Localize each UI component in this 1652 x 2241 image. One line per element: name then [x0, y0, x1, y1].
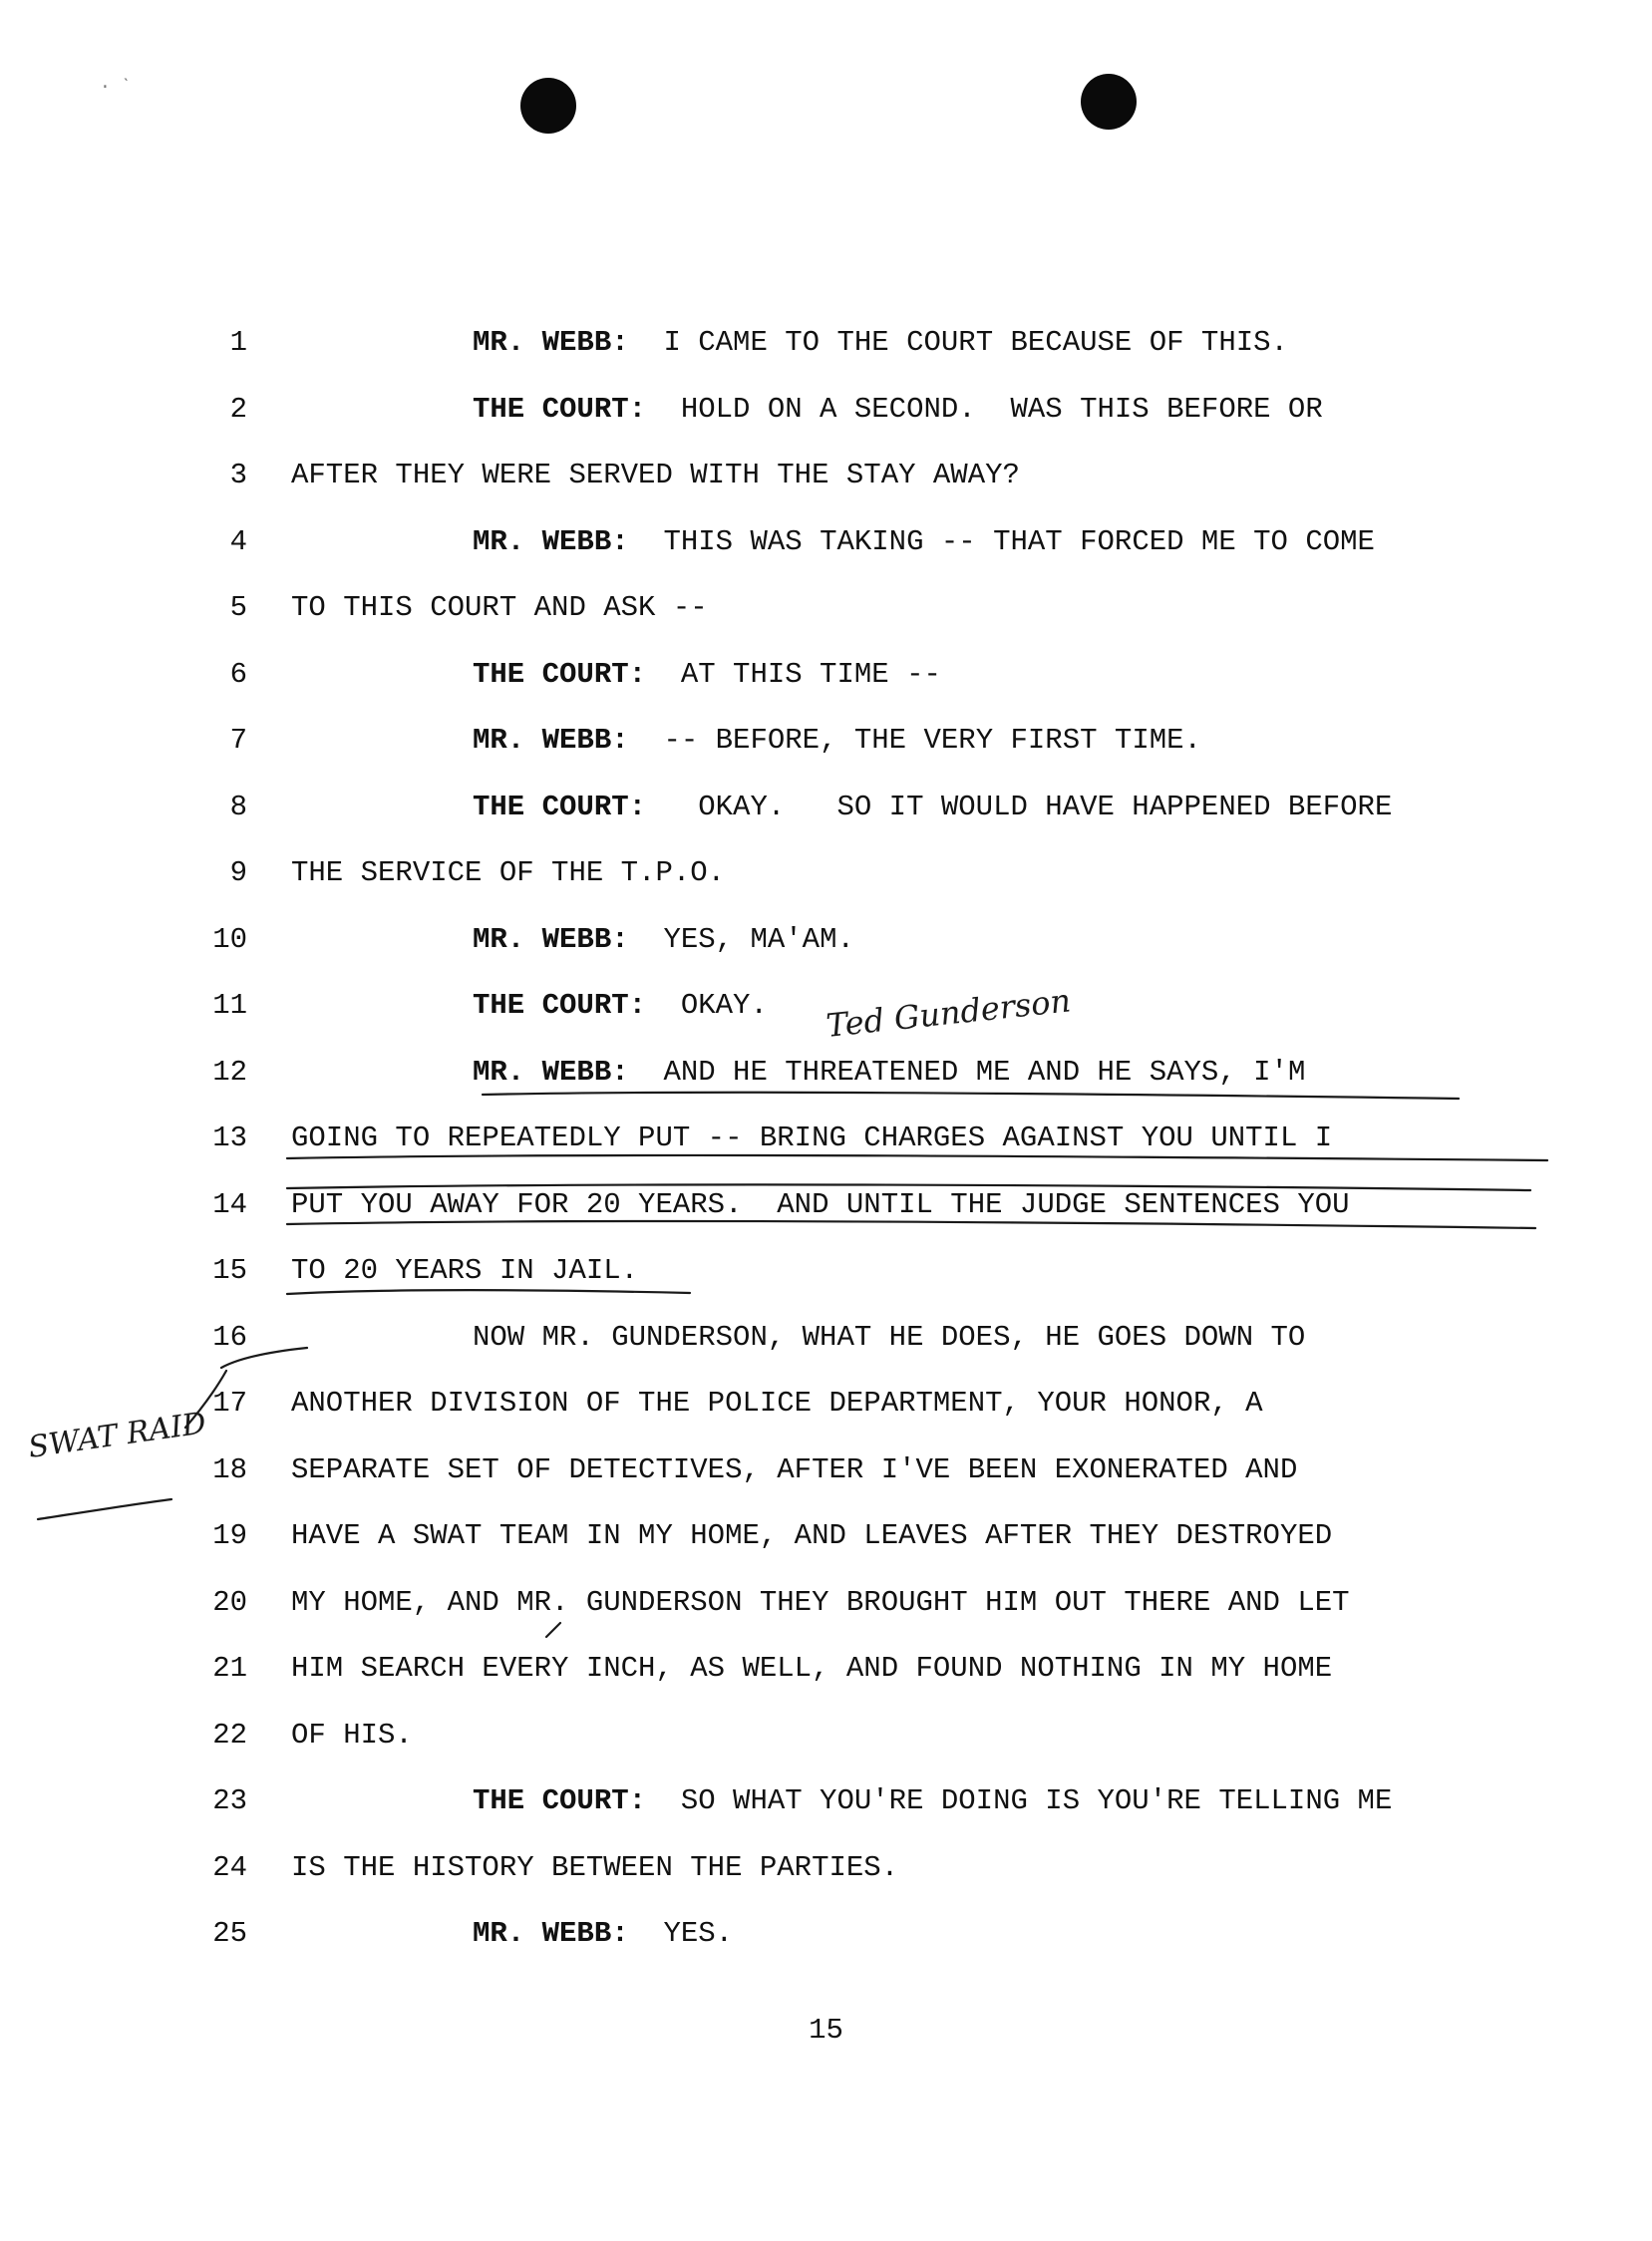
transcript-line — [0, 1649, 1652, 1689]
line-text — [291, 853, 725, 893]
transcript-line — [0, 1450, 1652, 1490]
transcript-line — [0, 456, 1652, 495]
spoken-text: TO THIS COURT AND ASK -- — [291, 591, 708, 624]
line-text — [291, 588, 708, 628]
line-number: 15 — [212, 1254, 247, 1287]
spoken-text: HAVE A SWAT TEAM IN MY HOME, AND LEAVES AFTER THEY DESTROYED — [291, 1519, 1333, 1552]
line-number: 8 — [229, 790, 247, 823]
line-text — [473, 655, 941, 695]
transcript-line — [0, 986, 1652, 1026]
transcript-line — [0, 588, 1652, 628]
transcript-line — [0, 920, 1652, 960]
spoken-text: I CAME TO THE COURT BECAUSE OF THIS. — [628, 326, 1288, 359]
transcript-line — [0, 788, 1652, 827]
spoken-text: HIM SEARCH EVERY INCH, AS WELL, AND FOUND NOTHING IN MY HOME — [291, 1652, 1333, 1685]
speaker-label: MR. WEBB: — [473, 524, 629, 558]
line-number: 22 — [212, 1718, 247, 1752]
transcript-line — [0, 1251, 1652, 1291]
transcript-line — [0, 1781, 1652, 1821]
spoken-text: AFTER THEY WERE SERVED WITH THE STAY AWAY? — [291, 459, 1020, 491]
spoken-text: AND HE THREATENED ME AND HE SAYS, I'M — [628, 1055, 1306, 1089]
handwritten-margin-note-swat-raid: SWAT RAID — [26, 1406, 208, 1465]
transcript-line — [0, 390, 1652, 430]
line-text — [473, 986, 768, 1026]
spoken-text: AT THIS TIME -- — [646, 657, 941, 691]
line-text — [291, 1848, 898, 1888]
line-number: 16 — [212, 1320, 247, 1354]
speaker-label: MR. WEBB: — [473, 922, 629, 956]
punch-hole-left — [520, 78, 576, 134]
speaker-label: MR. WEBB: — [473, 1917, 629, 1950]
spoken-text: ANOTHER DIVISION OF THE POLICE DEPARTMENT, YOUR HONOR, A — [291, 1387, 1263, 1420]
line-text — [473, 1914, 733, 1954]
line-text — [291, 1185, 1350, 1225]
transcript-line — [0, 323, 1652, 363]
line-text — [473, 522, 1375, 562]
line-text — [473, 721, 1201, 761]
line-text — [291, 456, 1020, 495]
transcript-line — [0, 1185, 1652, 1225]
line-text — [291, 1583, 1350, 1623]
line-number: 12 — [212, 1055, 247, 1089]
line-text — [291, 1716, 413, 1756]
spoken-text: OF HIS. — [291, 1718, 413, 1752]
transcript-line — [0, 721, 1652, 761]
transcript-line — [0, 853, 1652, 893]
line-number: 6 — [229, 657, 247, 691]
line-text — [473, 788, 1392, 827]
spoken-text: SEPARATE SET OF DETECTIVES, AFTER I'VE BEEN EXONERATED AND — [291, 1452, 1298, 1486]
punch-hole-right — [1081, 74, 1137, 130]
line-text — [291, 1384, 1263, 1424]
transcript-line — [0, 1716, 1652, 1756]
line-text — [473, 323, 1288, 363]
line-number: 9 — [229, 856, 247, 889]
line-text — [291, 1251, 638, 1291]
transcript-line — [0, 1119, 1652, 1158]
line-number: 19 — [212, 1519, 247, 1552]
line-number: 1 — [229, 326, 247, 359]
transcript-line — [0, 1516, 1652, 1556]
line-number: 13 — [212, 1121, 247, 1154]
line-text — [291, 1649, 1332, 1689]
scan-specks: · ˋ — [100, 78, 133, 98]
line-number: 2 — [229, 392, 247, 426]
spoken-text: OKAY. SO IT WOULD HAVE HAPPENED BEFORE — [646, 790, 1393, 823]
spoken-text: NOW MR. GUNDERSON, WHAT HE DOES, HE GOES DOWN TO — [473, 1320, 1306, 1354]
line-number: 10 — [212, 922, 247, 956]
speaker-label: MR. WEBB: — [473, 326, 629, 359]
line-text — [291, 1119, 1332, 1158]
speaker-label: MR. WEBB: — [473, 724, 629, 757]
transcript-line — [0, 1914, 1652, 1954]
spoken-text: YES. — [628, 1917, 734, 1950]
speaker-label: THE COURT: — [473, 1784, 647, 1817]
spoken-text: THIS WAS TAKING -- THAT FORCED ME TO COME — [628, 524, 1375, 558]
spoken-text: THE SERVICE OF THE T.P.O. — [291, 856, 726, 889]
line-number: 21 — [212, 1652, 247, 1685]
line-text — [473, 1318, 1305, 1358]
line-number: 23 — [212, 1784, 247, 1817]
line-number: 14 — [212, 1187, 247, 1221]
line-number: 24 — [212, 1850, 247, 1884]
line-number: 18 — [212, 1452, 247, 1486]
line-number: 20 — [212, 1585, 247, 1619]
page-number: 15 — [809, 2014, 843, 2047]
handwritten-note-ted-gunderson: Ted Gunderson — [824, 981, 1073, 1045]
line-text — [473, 920, 854, 960]
spoken-text: TO 20 YEARS IN JAIL. — [291, 1254, 639, 1287]
speaker-label: MR. WEBB: — [473, 1055, 629, 1089]
transcript-line — [0, 1848, 1652, 1888]
spoken-text: OKAY. — [646, 989, 768, 1022]
line-text — [291, 1516, 1332, 1556]
speaker-label: THE COURT: — [473, 392, 647, 426]
spoken-text: -- BEFORE, THE VERY FIRST TIME. — [628, 724, 1201, 757]
stray-tick — [546, 1623, 560, 1637]
transcript-line — [0, 1318, 1652, 1358]
line-text — [291, 1450, 1297, 1490]
line-number: 17 — [212, 1387, 247, 1420]
line-number: 4 — [229, 524, 247, 558]
line-number: 25 — [212, 1917, 247, 1950]
line-text — [473, 1781, 1392, 1821]
spoken-text: PUT YOU AWAY FOR 20 YEARS. AND UNTIL THE JUDGE SENTENCES YOU — [291, 1187, 1350, 1221]
transcript-line — [0, 655, 1652, 695]
line-text — [473, 1053, 1305, 1093]
underline-line-12 — [483, 1093, 1459, 1099]
spoken-text: IS THE HISTORY BETWEEN THE PARTIES. — [291, 1850, 899, 1884]
line-number: 11 — [212, 989, 247, 1022]
spoken-text: HOLD ON A SECOND. WAS THIS BEFORE OR — [646, 392, 1323, 426]
transcript-line — [0, 1384, 1652, 1424]
transcript-line — [0, 1053, 1652, 1093]
line-number: 5 — [229, 591, 247, 624]
transcript-line — [0, 522, 1652, 562]
speaker-label: THE COURT: — [473, 989, 647, 1022]
speaker-label: THE COURT: — [473, 790, 647, 823]
spoken-text: MY HOME, AND MR. GUNDERSON THEY BROUGHT HIM OUT THERE AND LET — [291, 1585, 1350, 1619]
transcript-line — [0, 1583, 1652, 1623]
spoken-text: SO WHAT YOU'RE DOING IS YOU'RE TELLING ME — [646, 1784, 1393, 1817]
line-number: 3 — [229, 459, 247, 491]
spoken-text: GOING TO REPEATEDLY PUT -- BRING CHARGES AGAINST YOU UNTIL I — [291, 1121, 1333, 1154]
line-text — [473, 390, 1323, 430]
speaker-label: THE COURT: — [473, 657, 647, 691]
line-number: 7 — [229, 724, 247, 757]
spoken-text: YES, MA'AM. — [628, 922, 854, 956]
